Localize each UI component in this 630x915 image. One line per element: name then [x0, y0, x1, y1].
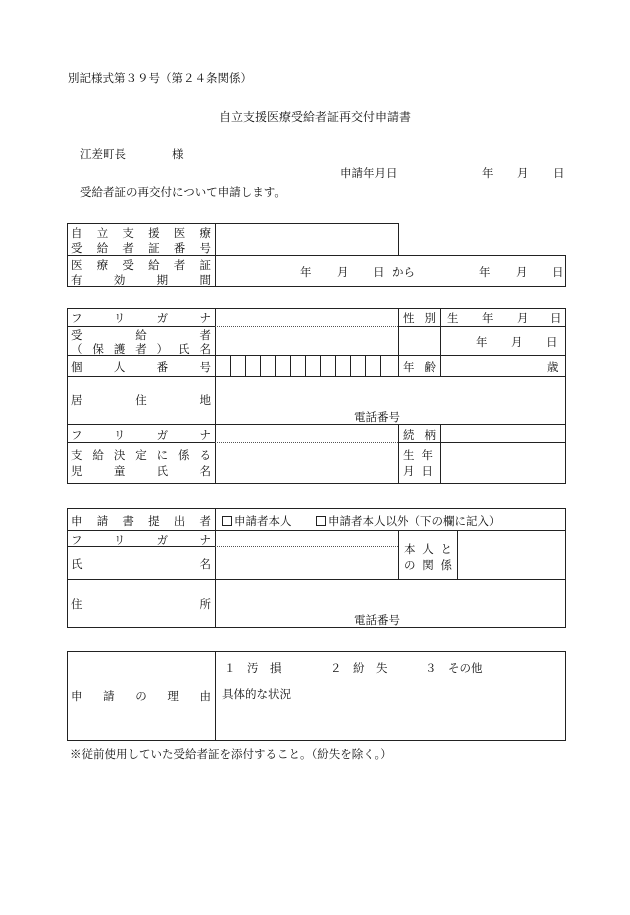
label-personal-number: 個 人 番 号: [71, 360, 211, 374]
rule: [215, 308, 216, 484]
validity-start-year: 年: [300, 265, 312, 279]
label-phone: 電話番号: [354, 410, 400, 424]
label-child-birth-1: 生 年: [403, 448, 433, 462]
digit-box: [230, 355, 231, 376]
option-other-label: 申請者本人以外（下の欄に記入）: [328, 514, 501, 528]
label-submitter-furigana: フ リ ガ ナ: [71, 533, 211, 547]
option-self-label: 申請者本人: [234, 514, 292, 528]
date-year: 年: [482, 166, 494, 180]
date-label: 申請年月日: [340, 166, 398, 180]
label-recipient-1: 受 給 者: [71, 328, 211, 342]
rule: [565, 255, 566, 286]
validity-from: から: [392, 265, 415, 279]
honorific: 様: [172, 147, 184, 161]
rule: [67, 223, 399, 224]
digit-box: [335, 355, 336, 376]
rule: [67, 424, 566, 425]
form-number: 別記様式第３９号（第２４条関係）: [68, 71, 252, 85]
digit-box: [275, 355, 276, 376]
rule: [440, 308, 441, 376]
rule: [215, 326, 398, 327]
recipient-birth-day: 日: [546, 335, 558, 349]
statement: 受給者証の再交付について申請します。: [80, 185, 286, 199]
birth-day: 日: [550, 311, 562, 325]
label-relationship: 続 柄: [403, 428, 436, 442]
label-cert-number-1: 自 立 支 援 医 療: [71, 226, 211, 240]
rule: [67, 376, 566, 377]
reason-option-3: ３ その他: [425, 661, 483, 675]
rule: [457, 530, 458, 579]
digit-box: [380, 355, 381, 376]
recipient-birth-month: 月: [511, 335, 523, 349]
digit-box: [245, 355, 246, 376]
rule: [440, 424, 441, 484]
rule: [398, 424, 399, 484]
digit-box: [260, 355, 261, 376]
rule: [67, 530, 566, 531]
birth-year: 年: [482, 311, 494, 325]
checkbox-self[interactable]: [222, 516, 232, 526]
recipient-birth-year: 年: [476, 335, 488, 349]
label-reason: 申 請 の 理 由: [71, 689, 211, 703]
label-details: 具体的な状況: [222, 687, 291, 701]
label-relation-2: の 関 係: [404, 558, 452, 572]
label-furigana: フ リ ガ ナ: [71, 311, 211, 325]
date-day: 日: [553, 166, 565, 180]
label-recipient-2: （ 保 護 者 ） 氏 名: [71, 342, 211, 356]
label-relation-1: 本 人 と: [404, 542, 452, 556]
label-furigana-child: フ リ ガ ナ: [71, 428, 211, 442]
rule: [398, 223, 399, 255]
label-validity-1: 医 療 受 給 者 証: [71, 258, 211, 272]
label-age: 年 齢: [403, 360, 436, 374]
digit-box: [290, 355, 291, 376]
birth-prefix: 生: [447, 311, 459, 325]
label-gender: 性 別: [403, 311, 436, 325]
label-submitter-name: 氏 名: [71, 557, 211, 571]
rule: [215, 651, 216, 741]
reason-option-1: １ 汚 損: [224, 661, 282, 675]
digit-box: [365, 355, 366, 376]
rule: [398, 326, 566, 327]
option-other[interactable]: [316, 513, 501, 529]
label-cert-number-2: 受 給 者 証 番 号: [71, 241, 211, 255]
digit-box: [350, 355, 351, 376]
rule: [398, 530, 399, 579]
label-child-birth-2: 月 日: [403, 464, 433, 478]
label-submitter: 申 請 書 提 出 者: [71, 514, 211, 528]
footnote: ※従前使用していた受給者証を添付すること。（紛失を除く。）: [70, 747, 392, 761]
checkbox-other[interactable]: [316, 516, 326, 526]
age-unit: 歳: [547, 360, 559, 374]
label-submitter-phone: 電話番号: [354, 613, 400, 627]
rule: [215, 546, 398, 547]
label-address: 居 住 地: [71, 393, 211, 407]
digit-box: [305, 355, 306, 376]
validity-end-year: 年: [479, 265, 491, 279]
rule: [398, 308, 399, 376]
birth-month: 月: [517, 311, 529, 325]
validity-start-month: 月: [337, 265, 349, 279]
option-self[interactable]: [222, 513, 292, 529]
validity-start-day: 日: [373, 265, 385, 279]
reason-option-2: ２ 紛 失: [330, 661, 388, 675]
label-validity-2: 有 効 期 間: [71, 273, 211, 287]
validity-end-month: 月: [516, 265, 528, 279]
rule: [215, 442, 398, 443]
label-child-2: 児 童 氏 名: [71, 464, 211, 478]
validity-end-day: 日: [552, 265, 564, 279]
addressee: 江差町長: [80, 147, 126, 161]
date-month: 月: [517, 166, 529, 180]
digit-box: [320, 355, 321, 376]
page-title: 自立支援医療受給者証再交付申請書: [218, 110, 411, 124]
rule: [215, 508, 216, 628]
label-child-1: 支 給 決 定 に 係 る: [71, 448, 211, 462]
rule: [67, 579, 566, 580]
label-submitter-address: 住 所: [71, 597, 211, 611]
